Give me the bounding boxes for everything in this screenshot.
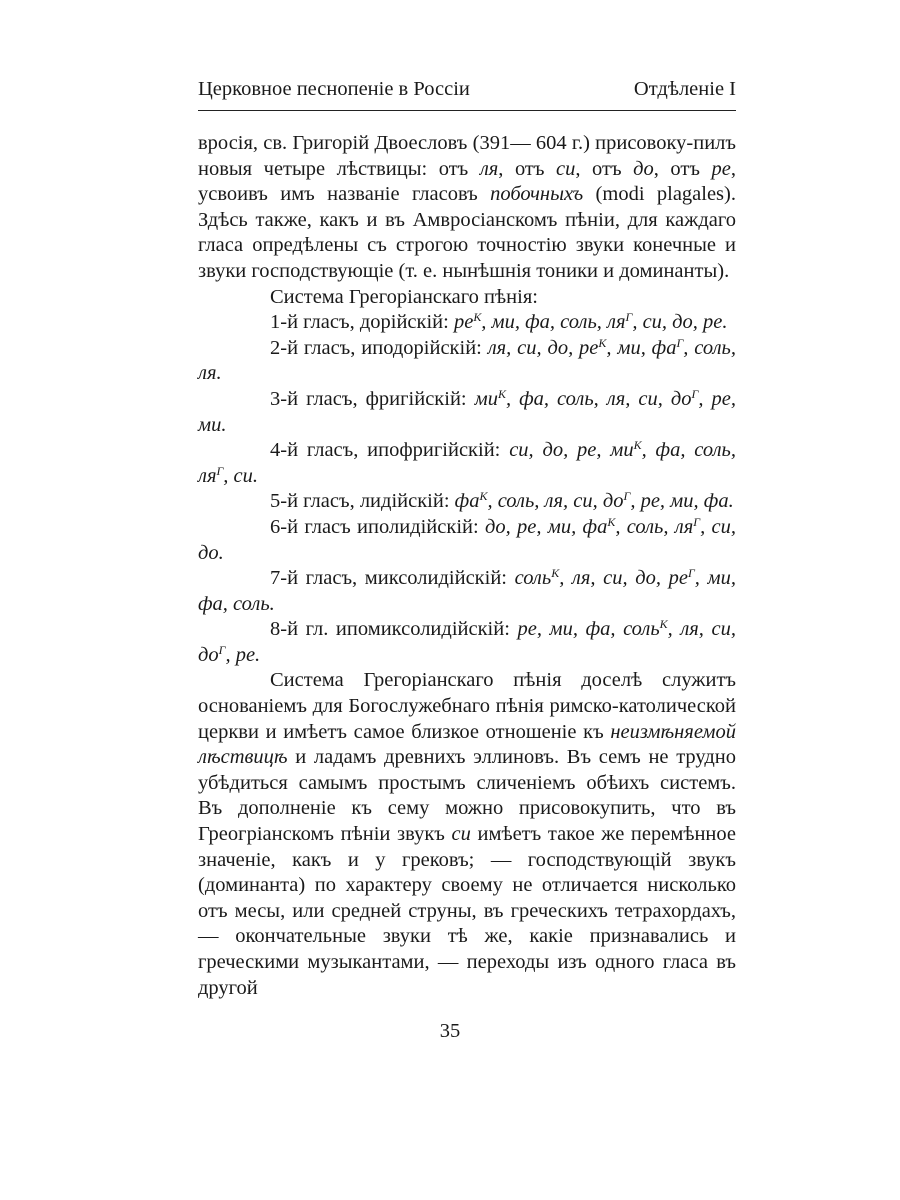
tone-note-text: , си, до. <box>198 515 736 564</box>
tone-note-text: , ля, си, до <box>198 618 736 666</box>
tone-note-text: , фа, соль, ля, си, до <box>505 387 692 410</box>
tone-note-text: , соль, ля, си, до <box>487 490 624 513</box>
closing-text-3: имѣетъ такое же перемѣнное значеніе, какъ и у грековъ; — господствующій звукъ (доминанта) по характеру своему не отличается нисколько отъ месы, или средней струны, въ греческихъ тетрахордахъ, — окончательные звуки тѣ же, какіе признавались и греческими музыкантами, — переходы изъ одного гласа въ другой <box>198 823 736 999</box>
tone-line <box>198 566 736 617</box>
tone-note-text: ре <box>453 311 474 334</box>
tone-note-text: , ми, фа, соль. <box>198 567 736 615</box>
tone-label: 3-й гласъ, фригійскій: <box>270 387 475 410</box>
tone-marker: К <box>551 566 560 581</box>
intro-text-5: , усвоивъ имъ названіе гласовъ <box>198 157 736 206</box>
intro-text-1: вросія, св. Григорій Двоесловъ (391— 604 г.) присовоку-пилъ новыя четыре лѣствицы: отъ <box>198 132 736 180</box>
tone-notes <box>454 311 728 333</box>
intro-note-re: ре <box>711 157 731 180</box>
book-page <box>198 76 736 1001</box>
tone-note-text: , ля, си, до, ре <box>559 567 688 590</box>
tone-note-text: соль <box>514 567 552 590</box>
intro-note-si: си <box>556 157 576 180</box>
tone-marker: Г <box>691 386 699 401</box>
tone-label: 6-й гласъ иполидійскій: <box>270 515 485 538</box>
closing-note-si: си <box>451 823 471 846</box>
tone-label: 2-й гласъ, иподорійскій: <box>270 336 488 359</box>
tone-note-text: , ре, ми, фа. <box>630 490 734 513</box>
tone-note-text: , соль, ля <box>615 515 694 538</box>
tone-line <box>198 617 736 668</box>
tone-line <box>198 336 736 387</box>
tone-label: 5-й гласъ, лидійскій: <box>270 490 455 513</box>
tone-marker: Г <box>687 566 695 581</box>
tone-note-text: ми <box>474 387 498 410</box>
tone-marker: Г <box>625 310 633 325</box>
tone-label: 7-й гласъ, миксолидійскій: <box>270 567 515 590</box>
closing-text-1: Система Грегоріанскаго пѣнія доселѣ служитъ основаніемъ для Богослужебнаго пѣнія римско-католической церкви и имѣетъ самое близкое отношеніе къ <box>198 669 736 743</box>
tone-label: 4-й гласъ, ипофригійскій: <box>270 439 510 462</box>
system-heading: Система Грегоріанскаго пѣнія: <box>270 285 538 308</box>
intro-note-do: до <box>633 157 654 180</box>
tone-note-text: , ре, ми. <box>198 387 736 436</box>
intro-note-la: ля <box>479 157 499 180</box>
body-text <box>198 131 736 1001</box>
intro-term-pobochnykh: побочныхъ <box>490 183 584 206</box>
intro-text-3: , отъ <box>575 157 634 180</box>
tone-note-text: си, до, ре, ми <box>509 439 634 462</box>
tone-marker: Г <box>676 335 684 350</box>
intro-text-4: , отъ <box>653 157 712 180</box>
tone-line <box>198 438 736 489</box>
page-number: 35 <box>439 1020 461 1042</box>
tone-note-text: , ми, фа, соль, ля <box>481 311 626 334</box>
tone-note-text: ля, си, до, ре <box>487 336 599 359</box>
tone-line <box>198 515 736 566</box>
tone-line <box>198 489 736 515</box>
tone-marker: Г <box>216 463 224 478</box>
tone-note-text: , ре. <box>225 643 261 666</box>
tone-marker: К <box>497 386 506 401</box>
intro-text-2: , отъ <box>498 157 557 180</box>
tone-marker: К <box>598 335 607 350</box>
intro-text-6: (modi plagales). Здѣсь также, какъ и въ Амвросіанскомъ пѣніи, для каждаго гласа опредѣлены съ строгою точностію звуки конечные и звуки господствующіе (т. е. нынѣшнія тоники и доминанты). <box>198 183 736 282</box>
tone-line <box>198 310 736 336</box>
tone-marker: К <box>607 514 616 529</box>
tone-marker: Г <box>693 514 701 529</box>
header-rule <box>198 110 736 111</box>
intro-paragraph <box>198 131 736 285</box>
closing-paragraph <box>198 668 736 1001</box>
tone-marker: К <box>659 617 668 632</box>
tone-marker: Г <box>218 642 226 657</box>
tone-label: 8-й гл. ипомиксолидійскій: <box>270 618 518 641</box>
tone-note-text: до, ре, ми, фа <box>484 515 608 538</box>
closing-term-ladder: неизмѣняемой лѣствицѣ <box>198 720 736 769</box>
tone-note-text: , фа, соль, ля <box>198 439 736 487</box>
tone-note-text: , си. <box>223 464 259 487</box>
tone-line <box>198 387 736 438</box>
running-header-title: Церковное песнопеніе в Россіи <box>198 78 470 100</box>
tone-note-text: , соль, ля. <box>198 336 736 385</box>
tone-note-text: ре, ми, фа, соль <box>517 618 660 641</box>
tone-marker: К <box>633 438 642 453</box>
tone-label: 1-й гласъ, дорійскій: <box>270 311 454 334</box>
tone-marker: К <box>473 310 482 325</box>
tone-marker: Г <box>623 489 631 504</box>
tone-note-text: , си, до, ре. <box>632 311 728 334</box>
tone-note-text: , ми, фа <box>606 336 677 359</box>
tone-notes <box>455 490 734 512</box>
tones-list <box>198 310 736 668</box>
closing-text-2: и ладамъ древнихъ эллиновъ. Въ семъ не трудно убѣдиться самымъ простымъ сличеніемъ обѣихъ системъ. Въ дополненіе къ сему можно присовокупить, что въ Греогріанскомъ пѣніи звукъ <box>198 746 736 846</box>
running-header <box>198 76 736 102</box>
tone-marker: К <box>479 489 488 504</box>
running-header-section: Отдѣленіе I <box>633 78 736 100</box>
tone-note-text: фа <box>454 490 480 513</box>
